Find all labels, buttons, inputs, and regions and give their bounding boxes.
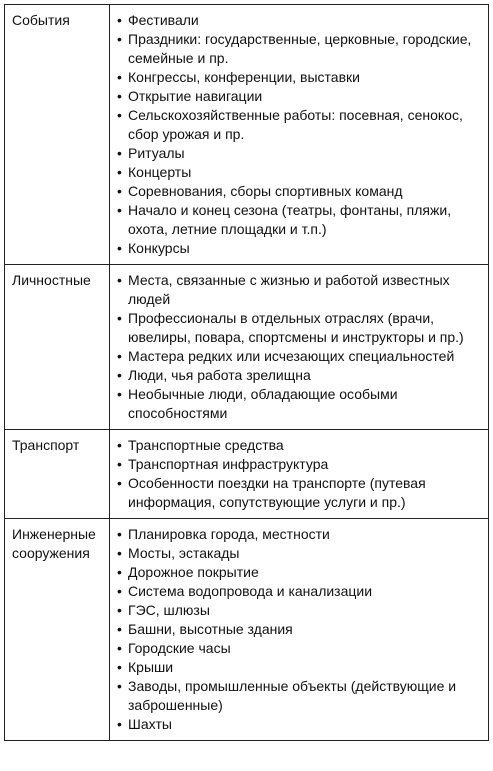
item-list [117, 271, 482, 423]
list-item: • Праздники: государственные, церковные, городские, семейные и пр. [117, 30, 482, 68]
list-item: • Фестивали [117, 11, 482, 30]
items-cell [110, 519, 489, 741]
items-cell [110, 265, 489, 430]
list-item: • Дорожное покрытие [117, 563, 482, 582]
list-item: • Ритуалы [117, 144, 482, 163]
list-item: • Башни, высотные здания [117, 620, 482, 639]
list-item: • Конгрессы, конференции, выставки [117, 68, 482, 87]
attractions-table [4, 4, 489, 741]
list-item: • Система водопровода и канализации [117, 582, 482, 601]
category-label: Инженерные сооружения [12, 526, 96, 561]
list-item: • Транспортные средства [117, 436, 482, 455]
category-cell [5, 430, 110, 519]
list-item: • Шахты [117, 715, 482, 734]
list-item: • Соревнования, сборы спортивных команд [117, 182, 482, 201]
category-label: События [12, 12, 70, 28]
table-row-transport [5, 430, 489, 519]
list-item: • Крыши [117, 658, 482, 677]
list-item: • Заводы, промышленные объекты (действующие и заброшенные) [117, 677, 482, 715]
list-item: • Профессионалы в отдельных отраслях (врачи, ювелиры, повара, спортсмены и инструкторы и пр.) [117, 309, 482, 347]
category-label: Транспорт [12, 437, 80, 453]
item-list [117, 11, 482, 258]
list-item: • Мосты, эстакады [117, 544, 482, 563]
table-row-events [5, 5, 489, 265]
category-cell [5, 5, 110, 265]
list-item: • Необычные люди, обладающие особыми способностями [117, 385, 482, 423]
items-cell [110, 5, 489, 265]
list-item: • Транспортная инфраструктура [117, 455, 482, 474]
category-cell [5, 265, 110, 430]
item-list [117, 436, 482, 512]
list-item: • Люди, чья работа зрелищна [117, 366, 482, 385]
list-item: • Места, связанные с жизнью и работой известных людей [117, 271, 482, 309]
category-label: Личностные [12, 272, 91, 288]
list-item: • Концерты [117, 163, 482, 182]
list-item: • Мастера редких или исчезающих специальностей [117, 347, 482, 366]
table-row-personal [5, 265, 489, 430]
list-item: • Начало и конец сезона (театры, фонтаны, пляжи, охота, летние площадки и т.п.) [117, 201, 482, 239]
list-item: • Конкурсы [117, 239, 482, 258]
list-item: • Открытие навигации [117, 87, 482, 106]
item-list [117, 525, 482, 734]
list-item: • Городские часы [117, 639, 482, 658]
list-item: • Особенности поездки на транспорте (путевая информация, сопутствующие услуги и пр.) [117, 474, 482, 512]
category-cell [5, 519, 110, 741]
list-item: • Планировка города, местности [117, 525, 482, 544]
list-item: • Сельскохозяйственные работы: посевная, сенокос, сбор урожая и пр. [117, 106, 482, 144]
table-row-engineering [5, 519, 489, 741]
items-cell [110, 430, 489, 519]
list-item: • ГЭС, шлюзы [117, 601, 482, 620]
